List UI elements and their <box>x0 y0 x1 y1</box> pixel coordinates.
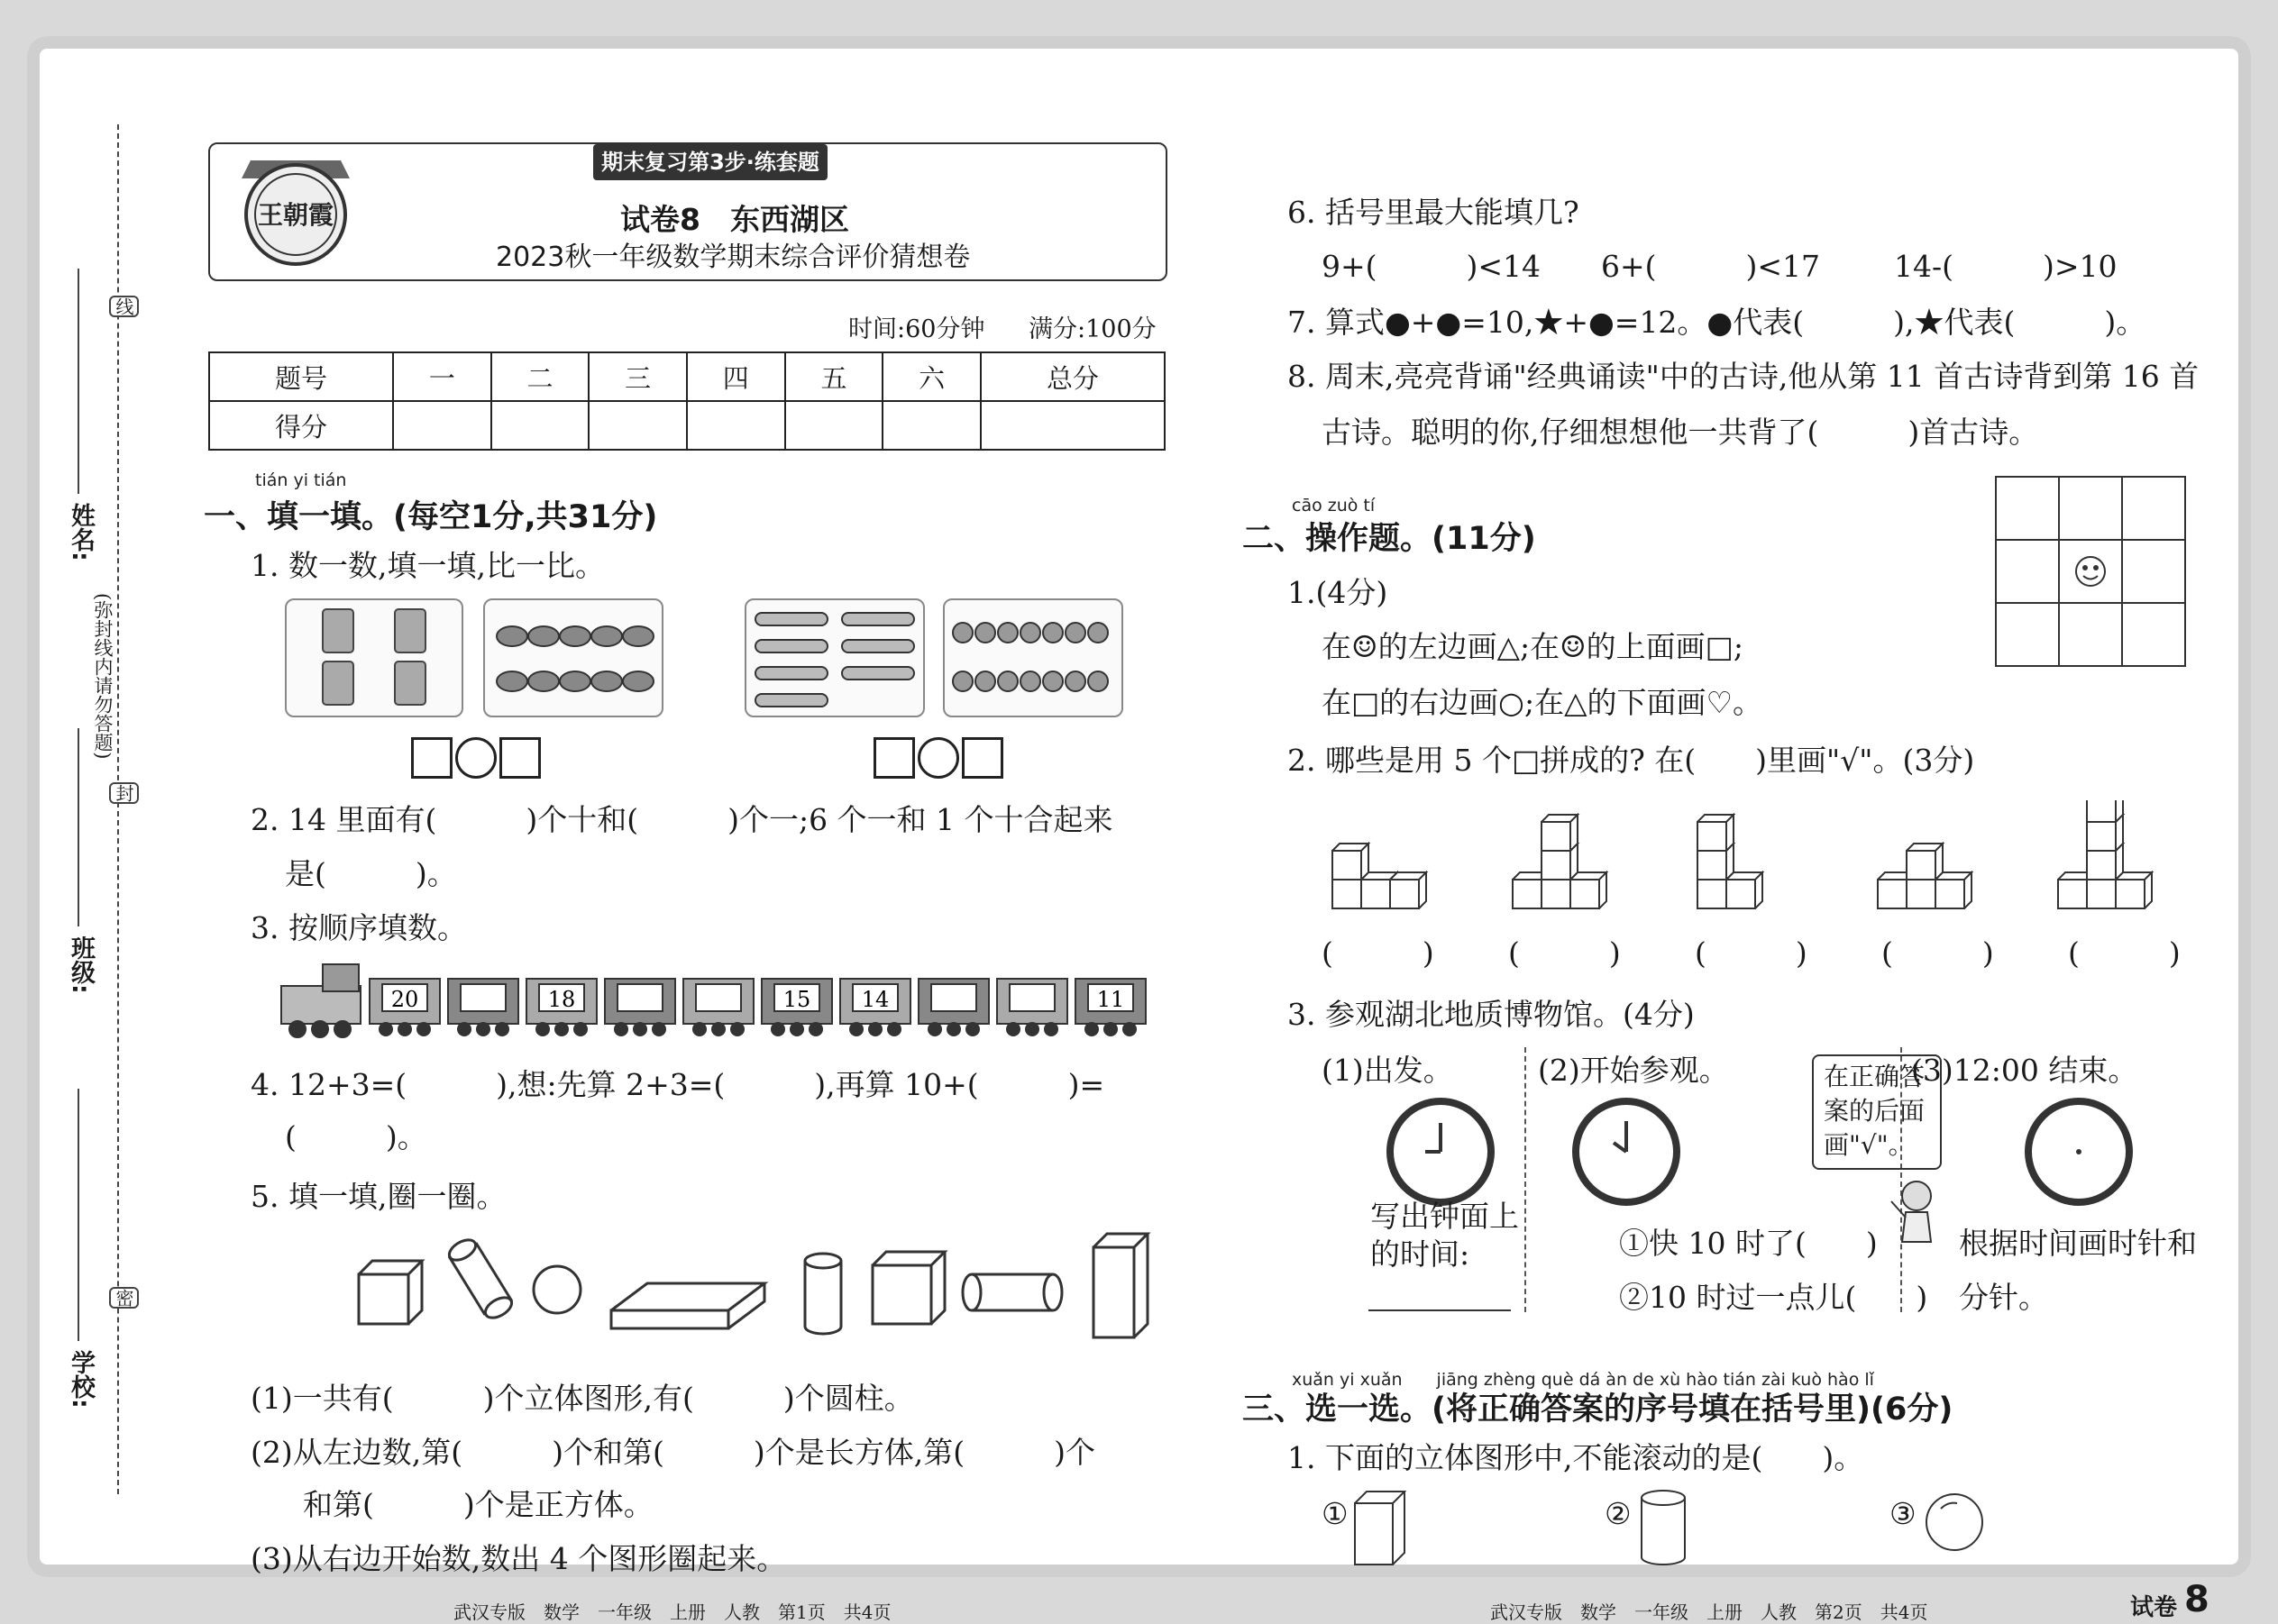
clock-visit <box>1572 1098 1680 1206</box>
block-figure-5 <box>2058 800 2152 908</box>
s2-p3: (3)12:00 结束。 <box>1911 1053 2138 1088</box>
score-table <box>208 351 1166 451</box>
s2-p1-write: 写出钟面上 <box>1370 1199 1519 1234</box>
r-q8a: 8. 周末,亮亮背诵"经典诵读"中的古诗,他从第 11 首古诗背到第 16 首 <box>1287 359 2200 394</box>
score-header-row <box>209 352 1165 401</box>
s1-q5-2a: (2)从左边数,第( )个和第( )个是长方体,第( )个 <box>251 1435 1095 1470</box>
block-figure-4 <box>1878 844 1972 908</box>
opt1[interactable]: ①快 10 时了( ) <box>1619 1226 1878 1261</box>
sphere-shape <box>534 1266 581 1313</box>
school-line <box>78 1089 79 1341</box>
r-q6-item2: 6+( )<17 <box>1601 249 1821 284</box>
cylinder-shape-tilted <box>446 1236 516 1322</box>
s1-q4b: ( )。 <box>285 1119 427 1154</box>
train-number: 11 <box>1096 987 1125 1012</box>
s2-q2-paren-2[interactable]: ( ) <box>1508 935 1621 971</box>
logo <box>228 151 363 269</box>
score-cell[interactable] <box>393 401 491 450</box>
logo-text: 王朝霞 <box>257 200 334 230</box>
paper-title: 试卷8 东西湖区 <box>620 202 849 237</box>
train-car[interactable] <box>448 979 518 1036</box>
score-col-4: 四 <box>687 352 785 401</box>
s1-q4a: 4. 12+3=( ),想:先算 2+3=( ),再算 10+( )= <box>251 1067 1105 1102</box>
answer-line[interactable] <box>1368 1309 1511 1311</box>
compare-boxes-1[interactable] <box>408 737 544 779</box>
s3-q1: 1. 下面的立体图形中,不能滚动的是( )。 <box>1287 1440 1864 1475</box>
cube-shape-1 <box>359 1261 422 1324</box>
cylinder-option-icon <box>1636 1487 1690 1568</box>
train-car[interactable] <box>683 979 754 1036</box>
block-figures <box>1323 800 2261 917</box>
divider-1 <box>1524 1047 1528 1312</box>
r-q8b: 古诗。聪明的你,仔细想想他一共背了( )首古诗。 <box>1322 415 2039 450</box>
block-figure-1 <box>1332 844 1426 908</box>
r-q6: 6. 括号里最大能填几? <box>1287 195 1579 230</box>
class-line <box>78 728 79 926</box>
score-col-5: 五 <box>785 352 883 401</box>
paper-number: 8 <box>2184 1579 2209 1620</box>
s3-opt-1-label: ① <box>1322 1496 1349 1531</box>
sphere-option-icon <box>1923 1491 1986 1554</box>
clock-start <box>1386 1098 1495 1206</box>
score-col-label: 题号 <box>209 352 393 401</box>
s1-q5-3: (3)从右边开始数,数出 4 个图形圈起来。 <box>251 1541 787 1576</box>
opt2[interactable]: ②10 时过一点儿( ) <box>1619 1280 1928 1315</box>
s1-q5: 5. 填一填,圈一圈。 <box>251 1179 507 1214</box>
train-number: 15 <box>782 987 811 1012</box>
banana-picture <box>745 598 925 717</box>
block-figure-3 <box>1697 815 1762 908</box>
s2-p1-write2: 的时间: <box>1370 1236 1470 1272</box>
s2-p3-draw: 根据时间画时针和 <box>1959 1226 2197 1261</box>
cube-shape-2 <box>873 1252 945 1324</box>
score-row <box>209 401 1165 450</box>
cuboid-option-icon <box>1350 1487 1413 1568</box>
paper-label: 试卷 <box>2130 1594 2178 1621</box>
solid-shapes <box>350 1220 1161 1364</box>
exam-page <box>27 36 2251 1623</box>
score-col-1: 一 <box>393 352 491 401</box>
s2-q1-line2: 在□的右边画○;在△的下面画♡。 <box>1322 685 1763 720</box>
score-col-6: 六 <box>883 352 981 401</box>
s3-opt-2-label: ② <box>1605 1496 1632 1531</box>
s2-q2-paren-4[interactable]: ( ) <box>1881 935 1994 971</box>
train-number: 20 <box>390 987 419 1012</box>
r-q7: 7. 算式●+●=10,★+●=12。●代表( ),★代表( )。 <box>1287 305 2146 340</box>
train-car[interactable] <box>1075 979 1146 1036</box>
banner: 期末复习第3步·练套题 <box>593 144 828 180</box>
s2-q2: 2. 哪些是用 5 个□拼成的? 在( )里画"√"。(3分) <box>1287 743 1975 778</box>
cuboid-shape-flat <box>611 1283 764 1328</box>
s1-q5-2b: 和第( )个是正方体。 <box>303 1487 654 1522</box>
s2-q2-paren-1[interactable]: ( ) <box>1322 935 1434 971</box>
footer-left: 武汉专版 数学 一年级 上册 人教 第1页 共4页 <box>453 1601 892 1623</box>
clock-end-blank[interactable] <box>2025 1098 2133 1206</box>
score-cell[interactable] <box>981 401 1165 450</box>
section3-title: 三、选一选。(将正确答案的序号填在括号里)(6分) <box>1242 1391 1953 1428</box>
s2-q1-line1: 在☺的左边画△;在☺的上面画□; <box>1322 629 1743 664</box>
s2-p1: (1)出发。 <box>1322 1053 1453 1088</box>
full-score-label: 满分:100分 <box>1029 315 1157 343</box>
paper-content <box>67 88 2209 1623</box>
s2-p3-draw2: 分针。 <box>1959 1280 2048 1315</box>
s1-q2b: 是( )。 <box>285 856 457 891</box>
s2-q2-paren-5[interactable]: ( ) <box>2068 935 2181 971</box>
cuboid-shape-tall <box>1093 1234 1148 1337</box>
s1-q1: 1. 数一数,填一填,比一比。 <box>251 548 605 583</box>
train-car[interactable] <box>605 979 675 1036</box>
paper-subtitle: 2023秋一年级数学期末综合评价猜想卷 <box>496 242 971 273</box>
bubble-line-3: 画"√"。 <box>1824 1130 1914 1160</box>
class-label: 班级: <box>67 935 95 994</box>
block-figure-2 <box>1513 815 1606 908</box>
section1-title: 一、填一填。(每空1分,共31分) <box>204 499 658 535</box>
bubble-line-2: 案的后面 <box>1824 1096 1926 1126</box>
name-line <box>78 269 79 494</box>
bubble-line-1: 在正确答 <box>1824 1062 1926 1091</box>
section3-pinyin: xuǎn yi xuǎn jiāng zhèng què dá àn de xù hào tián zài kuò hào lǐ <box>1292 1370 1874 1390</box>
binding-char-secret: 密 <box>109 1287 139 1309</box>
drawing-grid[interactable] <box>1995 476 2186 667</box>
cylinder-shape-upright <box>805 1254 841 1334</box>
s1-q3: 3. 按顺序填数。 <box>251 910 467 945</box>
train-car[interactable] <box>840 979 910 1036</box>
binding-char-line: 线 <box>109 296 139 317</box>
time-label: 时间:60分钟 <box>848 315 985 343</box>
apple-picture <box>943 598 1123 717</box>
train-car[interactable] <box>919 979 989 1036</box>
train-car[interactable] <box>997 979 1067 1036</box>
r-q6-item1: 9+( )<14 <box>1322 249 1542 284</box>
train-number: 14 <box>861 987 890 1012</box>
s3-opt-3-label: ③ <box>1889 1496 1917 1531</box>
score-col-total: 总分 <box>981 352 1165 401</box>
footer-right: 武汉专版 数学 一年级 上册 人教 第2页 共4页 <box>1490 1601 1928 1623</box>
s2-q1: 1.(4分) <box>1287 575 1388 610</box>
train-car[interactable] <box>370 979 440 1036</box>
section2-pinyin: cāo zuò tí <box>1292 496 1376 515</box>
girl-icon <box>1882 1174 1945 1255</box>
train-car[interactable] <box>526 979 597 1036</box>
score-row-label: 得分 <box>209 401 393 450</box>
compare-boxes-2[interactable] <box>871 737 1006 779</box>
s1-q5-1: (1)一共有( )个立体图形,有( )个圆柱。 <box>251 1381 914 1416</box>
section1-pinyin: tián yi tián <box>255 470 347 490</box>
score-cell[interactable] <box>491 401 590 450</box>
section2-title: 二、操作题。(11分) <box>1242 521 1536 557</box>
score-cell[interactable] <box>687 401 785 450</box>
train-car[interactable] <box>762 979 832 1036</box>
leaf-picture <box>483 598 663 717</box>
score-col-2: 二 <box>491 352 590 401</box>
binding-char-seal: 封 <box>109 782 139 804</box>
smiley-icon <box>2076 557 2105 586</box>
cylinder-shape-lying <box>963 1274 1062 1310</box>
score-col-3: 三 <box>589 352 687 401</box>
train-number: 18 <box>547 987 576 1012</box>
s2-q2-paren-3[interactable]: ( ) <box>1695 935 1807 971</box>
s2-p2: (2)开始参观。 <box>1538 1053 1729 1088</box>
train <box>279 961 1181 1038</box>
s1-q2a: 2. 14 里面有( )个十和( )个一;6 个一和 1 个十合起来 <box>251 802 1113 837</box>
score-cell[interactable] <box>589 401 687 450</box>
binding-note: (弥封线内请勿答题) <box>92 593 114 760</box>
r-q6-item3: 14-( )>10 <box>1894 249 2118 284</box>
score-cell[interactable] <box>785 401 883 450</box>
name-label: 姓名: <box>67 503 95 561</box>
score-cell[interactable] <box>883 401 981 450</box>
school-label: 学校: <box>67 1350 95 1409</box>
robot-picture <box>285 598 463 717</box>
s2-q3: 3. 参观湖北地质博物馆。(4分) <box>1287 997 1695 1032</box>
